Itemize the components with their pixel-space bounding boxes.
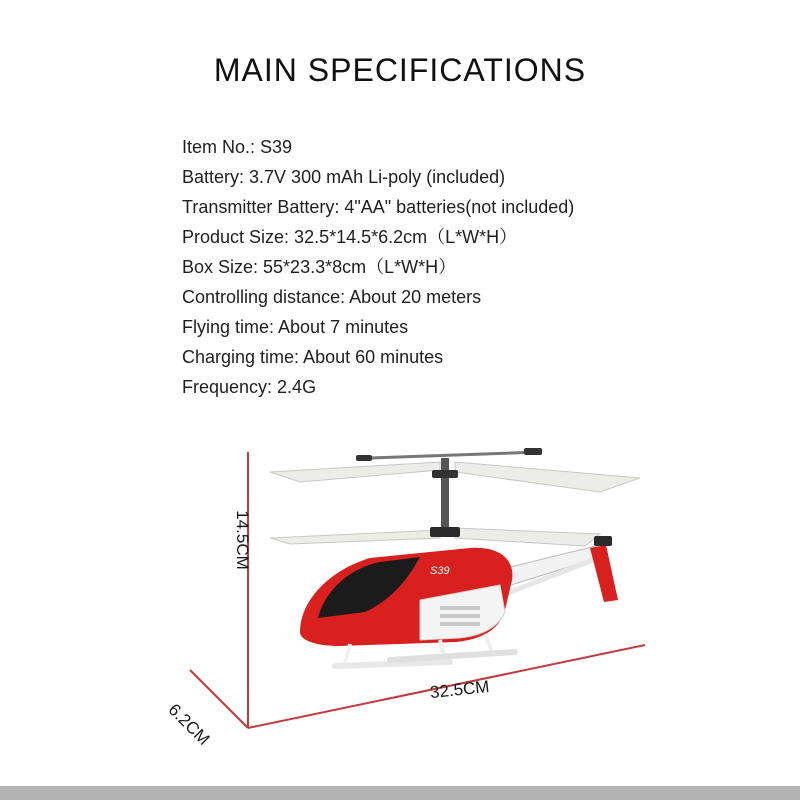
spec-item-number: Item No.: S39 [182,137,293,157]
spec-battery: Battery: 3.7V 300 mAh Li-poly (included) [182,167,506,187]
depth-dimension-label: 6.2CM [164,700,214,749]
spec-product-size: Product Size: 32.5*14.5*6.2cm（L*W*H） [182,227,518,247]
footer-bar [0,786,800,800]
flybar-weight-right [524,448,542,455]
flybar-weight-left [356,455,372,461]
lower-rotor-hub [430,527,460,537]
upper-rotor-blade-left [270,462,440,482]
lower-rotor-blade-left [270,530,440,544]
spec-box-size: Box Size: 55*23.3*8cm（L*W*H） [182,257,457,277]
side-vents [440,606,480,626]
flybar [370,452,540,458]
page-title: MAIN SPECIFICATIONS [213,52,587,88]
rotor-hub [432,470,458,478]
upper-rotor-blade-right [455,462,640,492]
rotor-mast [441,458,449,536]
tail-rotor [594,536,612,546]
height-dimension-label: 14.5CM [232,510,252,570]
tail-fin [590,545,618,602]
lower-rotor-blade-right [455,528,600,546]
helicopter-illustration [270,448,640,666]
spec-charging-time: Charging time: About 60 minutes [182,347,444,367]
landing-skid-rear [390,652,515,660]
spec-frequency: Frequency: 2.4G [182,377,317,397]
length-dimension-label: 32.5CM [429,676,491,703]
spec-flying-time: Flying time: About 7 minutes [182,317,409,337]
spec-transmitter-battery: Transmitter Battery: 4"AA" batteries(not included) [182,197,575,217]
model-marking: S39 [430,565,450,577]
spec-controlling-distance: Controlling distance: About 20 meters [182,287,482,307]
depth-dimension-line [190,670,248,728]
